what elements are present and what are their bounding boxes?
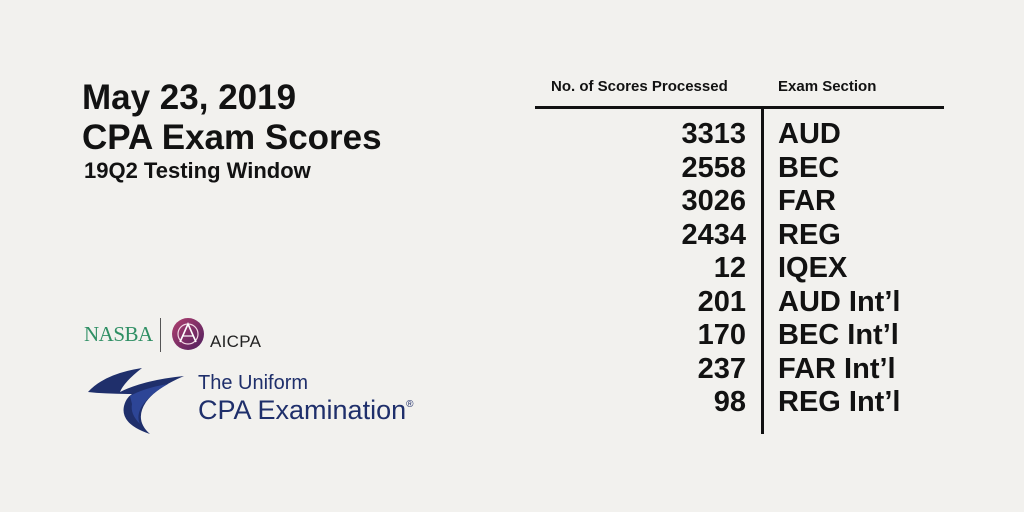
registered-mark: ®	[406, 399, 414, 410]
page-title: CPA Exam Scores	[82, 118, 382, 157]
table-row	[0, 118, 1024, 151]
score-count: 98	[713, 386, 746, 418]
exam-section: AUD Int’l	[778, 285, 901, 318]
exam-section: AUD	[778, 118, 841, 150]
exam-section: IQEX	[778, 252, 848, 284]
table-row	[0, 319, 1024, 352]
announcement-date: May 23, 2019	[82, 78, 297, 117]
table-row	[0, 185, 1024, 218]
table-row	[0, 219, 1024, 252]
exam-section: FAR	[778, 185, 836, 217]
uniform-exam-line-1: The Uniform	[198, 372, 309, 394]
score-count: 170	[697, 319, 746, 351]
cpa-examination-text: CPA Examination	[198, 395, 407, 425]
score-count: 3026	[681, 185, 746, 217]
table-row	[0, 252, 1024, 285]
exam-section: BEC Int’l	[778, 319, 899, 351]
exam-section: REG Int’l	[778, 386, 901, 418]
score-count: 237	[697, 352, 746, 385]
column-header-section: Exam Section	[778, 78, 877, 95]
header-rule	[535, 106, 944, 109]
score-count: 2434	[681, 218, 746, 251]
column-header-count: No. of Scores Processed	[551, 78, 728, 95]
table-row	[0, 152, 1024, 185]
nasba-logo: NASBA	[84, 322, 153, 346]
score-count: 3313	[681, 118, 746, 150]
table-row	[0, 286, 1024, 319]
score-count: 2558	[681, 151, 746, 184]
exam-section: REG	[778, 218, 841, 251]
testing-window: 19Q2 Testing Window	[84, 158, 311, 183]
exam-section: FAR Int’l	[778, 352, 896, 385]
exam-section: BEC	[778, 151, 840, 184]
score-count: 201	[697, 285, 746, 318]
table-row	[0, 353, 1024, 386]
aicpa-logo-text: AICPA	[210, 332, 262, 351]
score-count: 12	[713, 252, 746, 284]
table-row	[0, 386, 1024, 419]
